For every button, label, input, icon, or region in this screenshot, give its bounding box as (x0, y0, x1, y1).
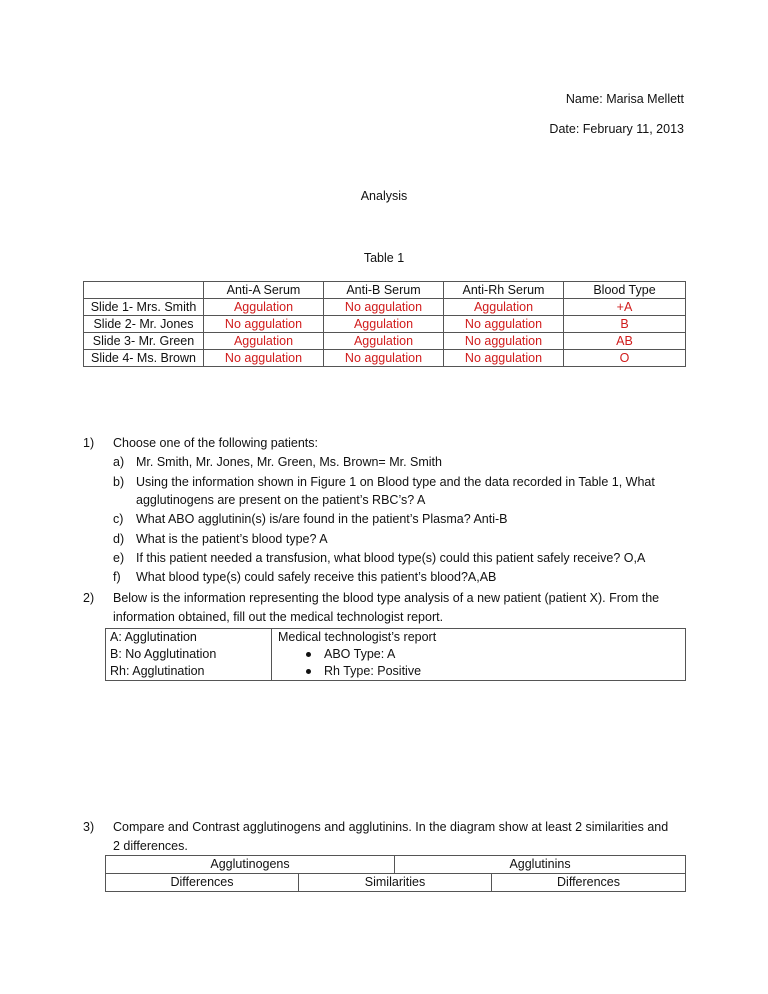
question-number: 3) (83, 820, 95, 834)
question-number: 2) (83, 591, 95, 605)
row-label: Slide 1- Mrs. Smith (84, 299, 204, 316)
agglutinins-header: Agglutinins (395, 856, 686, 874)
report-item-rh: Rh Type: Positive (276, 663, 681, 680)
table1-caption: Table 1 (363, 251, 405, 265)
question-text: Choose one of the following patients: (113, 436, 318, 450)
assignment-date: Date: February 11, 2013 (549, 122, 684, 136)
header-cell-anti-b: Anti-B Serum (324, 282, 444, 299)
differences-left-header: Differences (106, 874, 299, 892)
question-text-line2: 2 differences. (113, 839, 188, 853)
anti-b-result: Aggulation (324, 333, 444, 350)
anti-b-result: Aggulation (324, 316, 444, 333)
table-row (84, 333, 686, 350)
blood-type-result: +A (564, 299, 686, 316)
question-number: 1) (83, 436, 95, 450)
sub-letter: e) (113, 551, 125, 565)
table-row (84, 350, 686, 367)
report-item-abo: ABO Type: A (276, 646, 681, 663)
anti-a-result: No aggulation (204, 316, 324, 333)
anti-a-result: Aggulation (204, 333, 324, 350)
blood-type-result: B (564, 316, 686, 333)
technologist-report-table (105, 628, 686, 681)
blood-type-result: AB (564, 333, 686, 350)
result-b: B: No Agglutination (110, 647, 217, 661)
blood-type-result: O (564, 350, 686, 367)
anti-rh-result: Aggulation (444, 299, 564, 316)
compare-contrast-table (105, 855, 686, 892)
sub-question-b-line2: agglutinogens are present on the patient’s RBC’s? A (136, 493, 426, 507)
sub-question-a: Mr. Smith, Mr. Jones, Mr. Green, Ms. Brown= Mr. Smith (136, 455, 442, 469)
sub-letter: b) (113, 475, 125, 489)
header-cell-empty (84, 282, 204, 299)
row-label: Slide 2- Mr. Jones (84, 316, 204, 333)
sub-question-d: What is the patient’s blood type? A (136, 532, 328, 546)
sub-question-b-line1: Using the information shown in Figure 1 on Blood type and the data recorded in Table 1, What (136, 475, 655, 489)
sub-letter: a) (113, 455, 125, 469)
bullet-icon (306, 652, 311, 657)
compare-header-row (106, 856, 686, 874)
report-title: Medical technologist’s report (278, 630, 437, 644)
header-cell-anti-rh: Anti-Rh Serum (444, 282, 564, 299)
agglutination-results (106, 629, 272, 681)
sub-letter: c) (113, 512, 124, 526)
anti-b-result: No aggulation (324, 350, 444, 367)
differences-right-header: Differences (492, 874, 686, 892)
anti-rh-result: No aggulation (444, 316, 564, 333)
table-row (84, 316, 686, 333)
sub-letter: f) (113, 570, 121, 584)
sub-question-f: What blood type(s) could safely receive this patient’s blood?A,AB (136, 570, 497, 584)
similarities-header: Similarities (299, 874, 492, 892)
blood-typing-table (83, 281, 686, 367)
header-cell-anti-a: Anti-A Serum (204, 282, 324, 299)
result-a: A: Agglutination (110, 630, 197, 644)
row-label: Slide 3- Mr. Green (84, 333, 204, 350)
sub-letter: d) (113, 532, 125, 546)
compare-subheader-row (106, 874, 686, 892)
bullet-icon (306, 669, 311, 674)
anti-rh-result: No aggulation (444, 350, 564, 367)
anti-a-result: Aggulation (204, 299, 324, 316)
anti-a-result: No aggulation (204, 350, 324, 367)
anti-rh-result: No aggulation (444, 333, 564, 350)
page-title: Analysis (360, 189, 408, 203)
table-header-row (84, 282, 686, 299)
result-rh: Rh: Agglutination (110, 664, 205, 678)
question-text-line1: Below is the information representing the blood type analysis of a new patient (patient X). From the (113, 591, 660, 605)
agglutinogens-header: Agglutinogens (106, 856, 395, 874)
report-cell (272, 629, 686, 681)
student-name: Name: Marisa Mellett (565, 92, 684, 106)
table-row (84, 299, 686, 316)
question-text-line2: information obtained, fill out the medical technologist report. (113, 610, 444, 624)
question-text-line1: Compare and Contrast agglutinogens and agglutinins. In the diagram show at least 2 similarities and (113, 820, 669, 834)
sub-question-c: What ABO agglutinin(s) is/are found in the patient’s Plasma? Anti-B (136, 512, 508, 526)
row-label: Slide 4- Ms. Brown (84, 350, 204, 367)
anti-b-result: No aggulation (324, 299, 444, 316)
sub-question-e: If this patient needed a transfusion, what blood type(s) could this patient safely receive? O,A (136, 551, 646, 565)
header-cell-blood-type: Blood Type (564, 282, 686, 299)
